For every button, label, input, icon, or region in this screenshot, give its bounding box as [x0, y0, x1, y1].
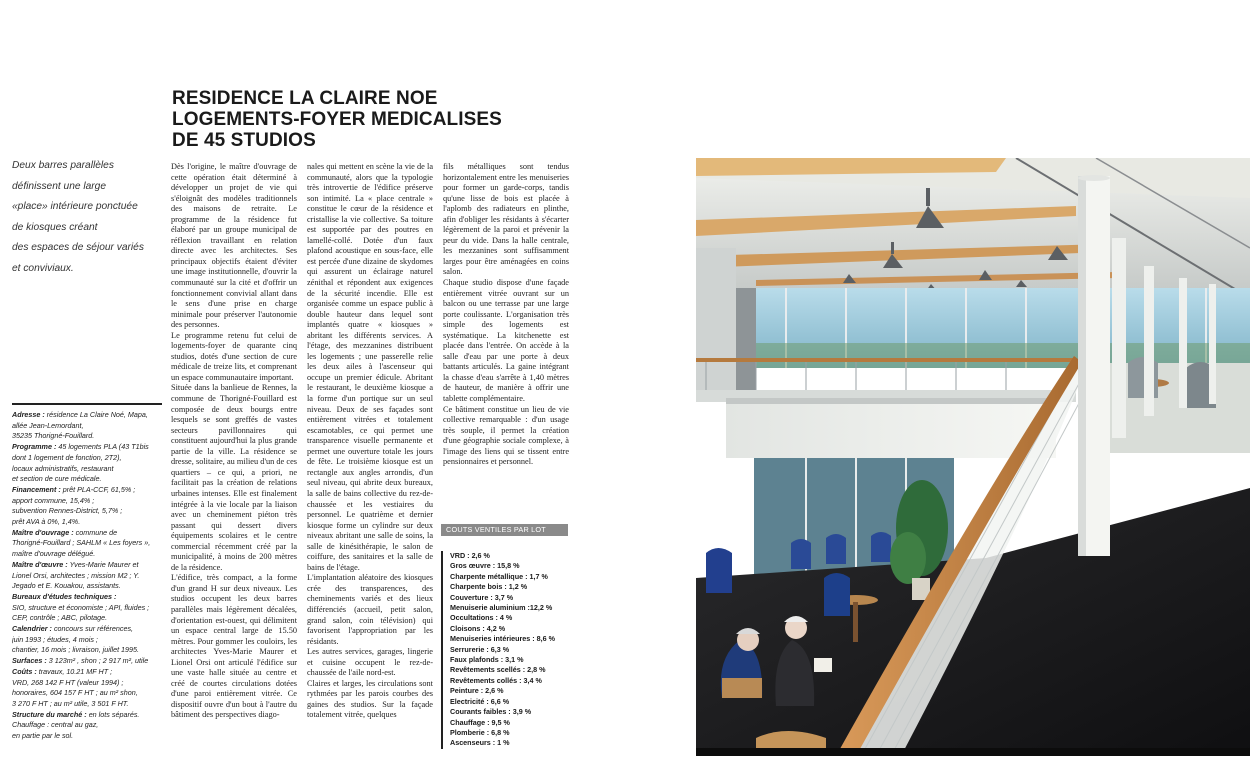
fiche-line	[12, 431, 164, 442]
fiche-line	[12, 571, 164, 582]
intro-line: de kiosques créant	[12, 221, 98, 233]
fiche-text: 3 123m² , shon ; 2 917 m², utile	[48, 656, 149, 666]
intro-line: «place» intérieure ponctuée	[12, 201, 138, 212]
cost-item: Gros œuvre : 15,8 %	[450, 561, 520, 571]
fiche-text: Yves-Marie Maurer et	[69, 559, 139, 569]
fiche-text: 3 270 F HT ; au m² utile, 3 501 F HT.	[12, 698, 129, 708]
title-line: LOGEMENTS-FOYER MEDICALISES	[172, 109, 502, 130]
fiche-line	[12, 560, 164, 571]
fiche-label: Coûts :	[12, 666, 39, 676]
fiche-label: Bureaux d'études techniques :	[12, 591, 117, 601]
fiche-line	[12, 442, 164, 453]
fiche-line	[12, 453, 164, 464]
fiche-text: dont 1 logement de fonction, 2T2),	[12, 452, 122, 462]
cost-item: Peinture : 2,6 %	[450, 686, 504, 696]
cost-item: Chauffage : 9,5 %	[450, 717, 510, 727]
body-paragraph: nales qui mettent en scène la vie de la communauté, alors que la typologie très introvertie de l'édifice préserve son intimité. La « place centrale » constitue le cœur de la résidence et cristallise la vie collective. Sa toiture est supportée par des poutres en lamellé-collé. Dotée d'un faux plafond acoustique en sous-face, elle est percée d'une dizaine de skydomes qui assurent un éclairage naturel zénithal et répondent aux exigences de la sécurité incendie. Elle est organisée comme un espace public à double hauteur dans lequel sont implantés quatre « kiosques » abritant les différents services. A l'étage, des mezzanines distribuent les logements ; une passerelle relie les deux ailes à l'ascenseur qui occupe un premier édicule. Abritant le restaurant, le deuxième kiosque a la forme d'un portique sur un seul niveau. Deux de ses façades sont entièrement vitrées et totalement escamotables, ce qui permet une transparence visuelle permanente et permet une ouverture totale les jours de fête. Le troisième kiosque est un rectangle aux angles arrondis, d'un seul niveau, qui abrite deux bureaux, la salle de bains collective du rez-de-chaussée et les vestiaires du personnel. Le quatrième et dernier kiosque forme un cylindre sur deux niveaux abritant une salle de soins, la salle de kinésithérapie, le salon de coiffure, des sanitaires et la salle de bains de l'étage.	[307, 162, 433, 572]
body-paragraph: fils métalliques sont tendus horizontalement entre les menuiseries pour former un garde-corps, tandis qu'une lisse de bois est placée à l'aplomb des radiateurs en plinthe, afin d'obliger les résidants à s'écarter légèrement de la paroi et prévenir la peur du vide. Dans la halle centrale, les mezzanines sont suffisamment larges pour être aménagées en coins salon.	[443, 162, 569, 277]
cost-item: Ascenseurs : 1 %	[450, 738, 510, 748]
title-line: DE 45 STUDIOS	[172, 130, 316, 151]
fiche-text: allée Jean-Lemordant,	[12, 420, 84, 430]
cost-item: VRD : 2,6 %	[450, 551, 490, 560]
body-paragraph: Ce bâtiment constitue un lieu de vie collective remarquable : d'un usage très souple, il permet la création d'une géographie sociale complexe, à l'image des liens qui se tissent entre pensionnaires et personnel.	[443, 404, 569, 467]
cost-item: Courants faibles : 3,9 %	[450, 707, 532, 717]
fiche-line	[12, 699, 164, 710]
fiche-label: Maître d'œuvre :	[12, 559, 70, 569]
fiche-text: subvention Rennes-District, 5,7% ;	[12, 506, 123, 516]
fiche-label: Structure du marché :	[12, 709, 89, 719]
body-paragraph: L'édifice, très compact, a la forme d'un grand H sur deux niveaux. Les studios occupent les deux barres parallèles mais légèrement décalées, d'orientation est-ouest, qui délimitent un espace central large de 15.50 mètres. Pour gommer les couloirs, les architectes Yves-Marie Maurer et Lionel Orsi ont articulé l'édifice sur une vaste halle située au centre et créé de courtes circulations dotées d'une paroi entièrement vitrée. Ce dispositif ouvre d'un bout à l'autre du bâtiment des perspectives diago-	[171, 573, 297, 720]
fiche-text: locaux administratifs, restaurant	[12, 463, 114, 473]
cost-item: Couverture : 3,7 %	[450, 592, 514, 602]
fiche-line	[12, 645, 164, 656]
body-column-2	[307, 162, 433, 760]
fiche-line	[12, 496, 164, 507]
fiche-text: prêt PLA-CCF, 61,5% ;	[62, 484, 136, 494]
cost-item: Cloisons : 4,2 %	[450, 623, 506, 633]
intro-line: et conviviaux.	[12, 262, 74, 274]
fiche-text: résidence La Claire Noé, Mapa,	[46, 410, 148, 419]
body-paragraph: Chaque studio dispose d'une façade entièrement vitrée ouvrant sur un balcon ou une terrasse par une large porte coulissante. L'organisation très simple des logements est systématique. La kitchenette est placée dans l'entrée. On accède à la salle d'eau par une porte à deux battants articulés. La gaine intégrant la chasse d'eau s'arrête à 1,40 mètres de hauteur, de manière à offrir une tablette complémentaire.	[443, 278, 569, 404]
fiche-text: Jegado et E. Kouakou, assistants.	[12, 581, 121, 591]
fiche-line	[12, 731, 164, 742]
fiche-line	[12, 410, 164, 421]
fiche-text: SIO, structure et économiste ; API, fluides ;	[12, 602, 150, 612]
fiche-text: apport commune, 15,4% ;	[12, 495, 95, 505]
body-paragraph: Le programme retenu fut celui de logements-foyer de quarante cinq studios, dotés d'une section de cure médicale de treize lits, et comprenant un espace communautaire important.	[171, 330, 297, 382]
fiche-text: honoraires, 604 157 F HT ; au m² shon,	[12, 688, 138, 698]
fiche-line	[12, 581, 164, 592]
costs-list	[441, 551, 590, 749]
fiche-line	[12, 688, 164, 699]
fiche-divider	[12, 403, 162, 405]
fiche-text: CEP, contrôle ; ABC, pilotage.	[12, 613, 108, 623]
cost-item: Charpente métallique : 1,7 %	[450, 571, 548, 581]
fiche-text: en partie par le sol.	[12, 731, 74, 741]
body-column-1	[171, 162, 297, 760]
cost-item: Revêtements collés : 3,4 %	[450, 675, 542, 685]
cost-item: Electricité : 6,6 %	[450, 696, 510, 706]
fiche-line	[12, 464, 164, 475]
fiche-line	[12, 603, 164, 614]
cost-item: Occultations : 4 %	[450, 613, 513, 623]
cost-item: Revêtements scellés : 2,8 %	[450, 665, 546, 675]
body-paragraph: Située dans la banlieue de Rennes, la commune de Thorigné-Fouillard est composée de deux bourgs entre lesquels se sont greffés de vastes secteurs pavillonnaires qui constituent aujourd'hui la plus grande partie de la ville. La résidence se dresse, solitaire, au milieu d'un de ces quartiers – ce qui, a priori, ne facilitait pas la création de relations urbaines intenses. Elle est finalement intégrée à la vie locale par la liaison avec un cheminement piéton très passant qui dessert divers équipements scolaires et le centre commercial récemment créé par la municipalité, à moins de 200 mètres de la résidence.	[171, 383, 297, 572]
fiche-text: chantier, 16 mois ; livraison, juillet 1995.	[12, 645, 140, 655]
technical-sheet	[12, 410, 164, 742]
article-title	[172, 88, 592, 151]
fiche-line	[12, 474, 164, 485]
fiche-text: commune de	[75, 527, 118, 537]
fiche-text: et section de cure médicale.	[12, 474, 102, 484]
intro-line: définissent une large	[12, 180, 107, 192]
fiche-label: Financement :	[12, 484, 63, 494]
fiche-text: en lots séparés.	[88, 709, 140, 719]
cost-item: Charpente bois : 1,2 %	[450, 582, 528, 592]
body-paragraph: Dès l'origine, le maître d'ouvrage de cette opération était déterminé à développer un projet de vie qui s'éloignât des modèles traditionnels des maisons de retraite. Le programme de la résidence fut élaboré par un groupe municipal de réflexion travaillant en relation directe avec les architectes. Ses principaux objectifs étaient d'éviter une image institutionnelle, d'ouvrir la communauté sur la cité et d'offrir un fonctionnement convivial allant dans le sens d'une prise en charge minimale pour préserver l'autonomie des personnes.	[171, 162, 297, 330]
intro-line: Deux barres parallèles	[12, 160, 114, 171]
fiche-text: juin 1993 ; études, 4 mois ;	[12, 634, 98, 644]
intro-line: des espaces de séjour variés	[12, 242, 144, 253]
fiche-text: prêt AVA à 0%, 1,4%.	[12, 517, 81, 527]
costs-header: COUTS VENTILES PAR LOT	[441, 524, 568, 536]
fiche-text: Chauffage : central au gaz,	[12, 720, 99, 730]
fiche-text: 35235 Thorigné-Fouillard.	[12, 431, 95, 441]
fiche-line	[12, 421, 164, 432]
fiche-text: Thorigné-Fouillard ; SAHLM « Les foyers »,	[12, 538, 151, 548]
fiche-line	[12, 678, 164, 689]
fiche-line	[12, 506, 164, 517]
fiche-text: Lionel Orsi, architectes ; mission M2 ; Y.	[12, 570, 140, 580]
fiche-text: 45 logements PLA (43 T1bis	[58, 442, 149, 452]
interior-photo	[696, 158, 1250, 756]
fiche-text: concours sur références,	[53, 624, 134, 634]
body-paragraph: Les autres services, garages, lingerie et cuisine occupent le rez-de-chaussée de l'aile nord-est.	[307, 647, 433, 678]
fiche-line	[12, 485, 164, 496]
fiche-label: Surfaces :	[12, 656, 49, 666]
fiche-text: travaux, 10.21 MF HT ;	[38, 666, 113, 676]
cost-item: Menuiseries intérieures : 8,6 %	[450, 634, 556, 644]
fiche-label: Calendrier :	[12, 624, 54, 634]
fiche-line	[12, 624, 164, 635]
cost-item: Menuiserie aluminium :12,2 %	[450, 603, 553, 613]
cost-item: Faux plafonds : 3,1 %	[450, 655, 524, 665]
body-paragraph: L'implantation aléatoire des kiosques crée des transparences, des cheminements variés et des lieux différenciés (accueil, petit salon, grand salon, coin télévision) qui favorisent l'appropriation par les résidants.	[307, 573, 433, 646]
title-line: RESIDENCE LA CLAIRE NOE	[172, 88, 438, 109]
fiche-label: Adresse :	[12, 410, 47, 419]
fiche-text: VRD, 268 142 F HT (valeur 1994) ;	[12, 677, 124, 687]
body-column-3	[443, 162, 569, 522]
fiche-line	[12, 710, 164, 721]
fiche-label: Maître d'ouvrage :	[12, 527, 76, 537]
fiche-line	[12, 635, 164, 646]
fiche-line	[12, 720, 164, 731]
cost-item: Plomberie : 6,8 %	[450, 727, 510, 737]
fiche-line	[12, 656, 164, 667]
cost-item: Serrurerie : 6,3 %	[450, 644, 510, 654]
fiche-text: maître d'ouvrage délégué.	[12, 549, 96, 559]
fiche-line	[12, 667, 164, 678]
fiche-label: Programme :	[12, 442, 59, 452]
intro-lead	[12, 156, 162, 279]
fiche-line	[12, 613, 164, 624]
body-paragraph: Claires et larges, les circulations sont rythmées par les parois courbes des gaines des studios. Sur la façade totalement vitrée, quelques	[307, 678, 433, 720]
fiche-line	[12, 538, 164, 549]
interior-photo-svg	[696, 158, 1250, 756]
fiche-line	[12, 592, 164, 603]
fiche-line	[12, 517, 164, 528]
fiche-line	[12, 528, 164, 539]
fiche-line	[12, 549, 164, 560]
